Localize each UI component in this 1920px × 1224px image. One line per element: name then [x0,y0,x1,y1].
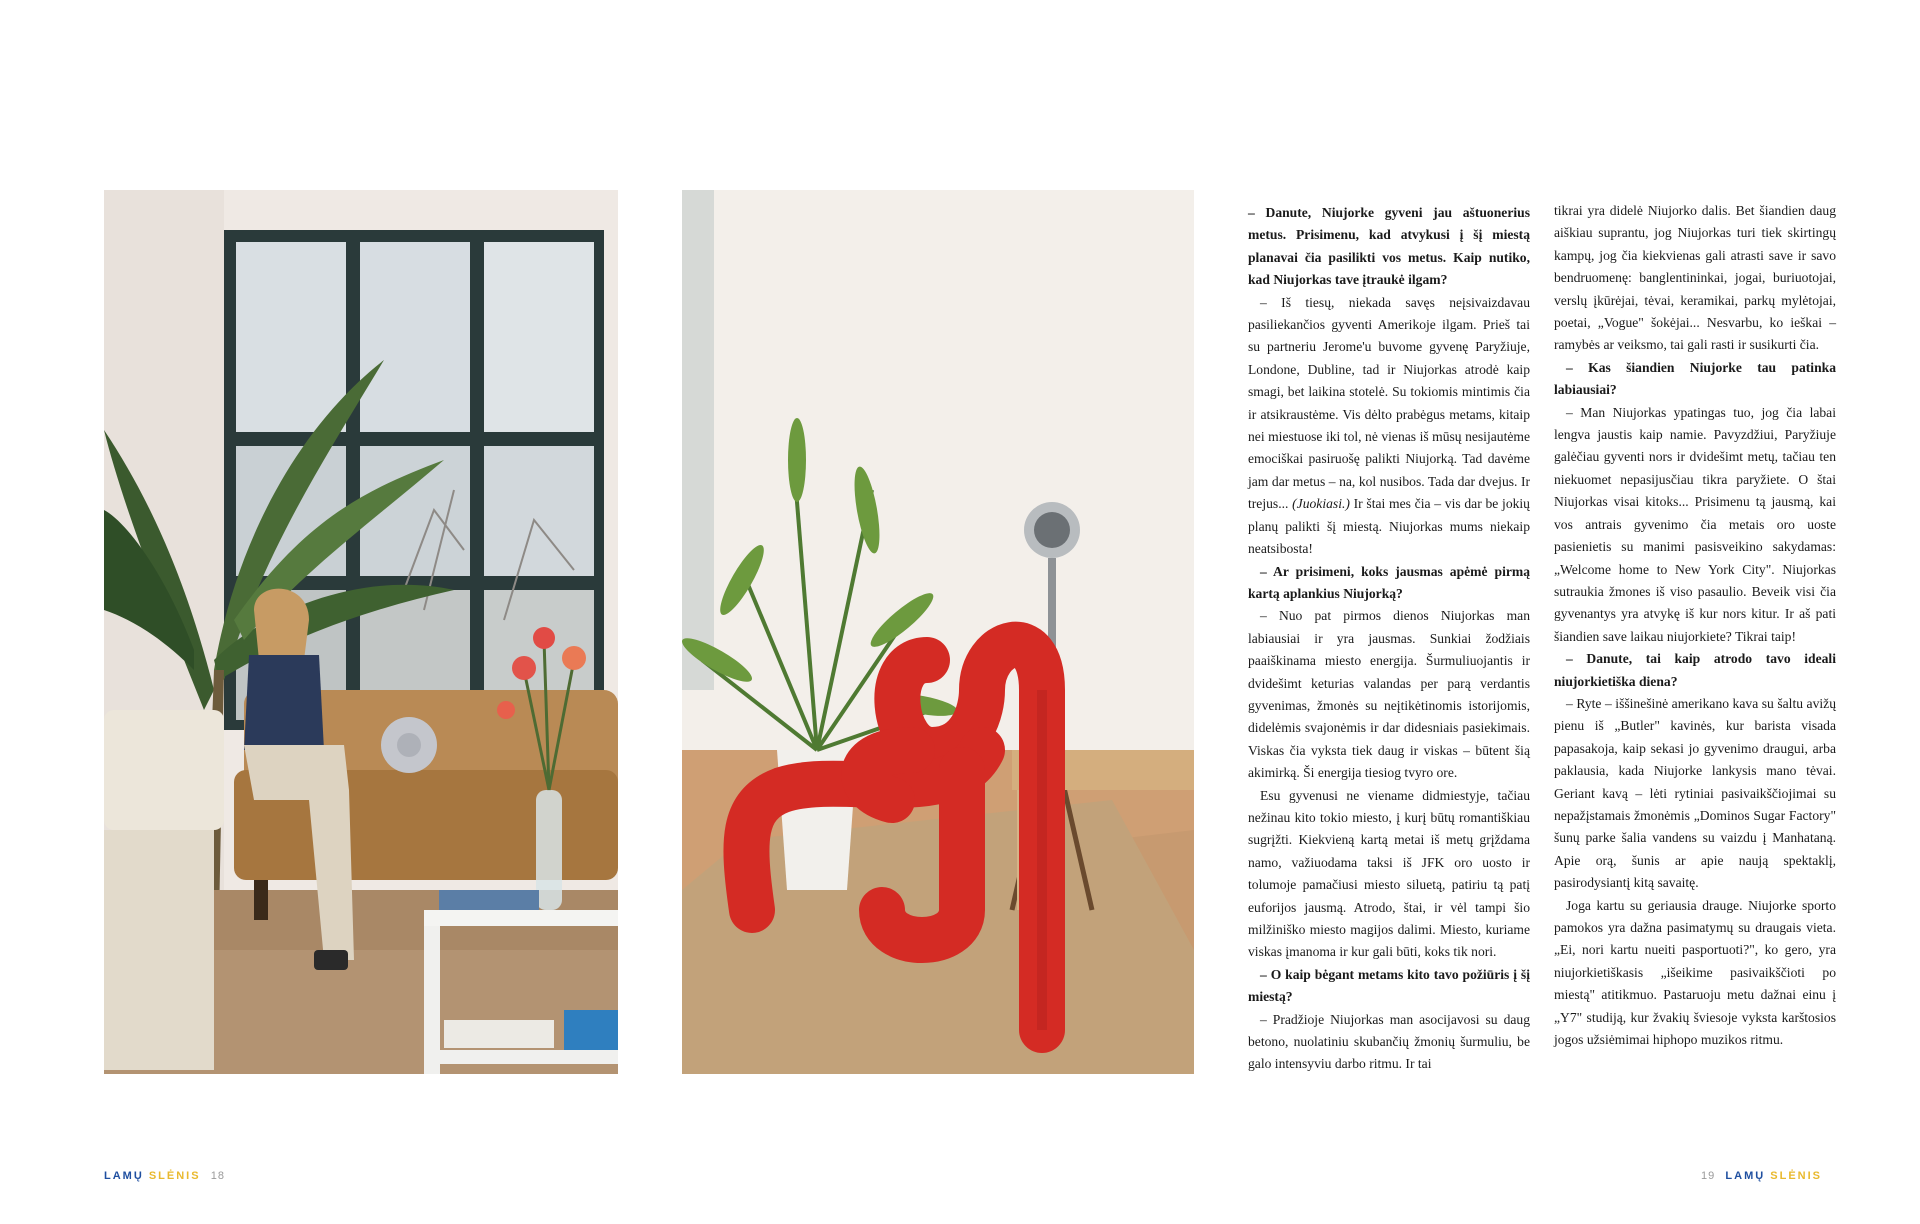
question-4: – Kas šiandien Niujorke tau patinka labiausiai? [1554,359,1836,398]
photo-red-chair [682,190,1194,1074]
answer-1-intro [1248,292,1530,561]
answer-1-laugh: (Juokiasi.) [1292,496,1350,512]
answer-5-cont: Joga kartu su geriausia drauge. Niujorke sporto pamokos yra dažna pasimatymų su draugais vieta. „Ei, nori kartu nueiti pasportuoti?", ko gero, yra niujorkietiškasis „išeikime pasivaikščioti po miestą" atitikmuo. Pastaruoju metu dažnai einu į „Y7" studiją, kur žvakių šviesoje vyksta karštosios jogos užsiėmimai hiphopo muzikos ritmu. [1554,897,1836,1048]
answer-3: – Pradžioje Niujorkas man asocijavosi su daug betono, nuolatiniu skubančių žmonių šurmuliu, be galo intensyviu darbo ritmu. Ir tai [1248,1011,1530,1072]
answer-2-cont: Esu gyvenusi ne viename didmiestyje, tačiau nežinau kito tokio miesto, į kurį būtų romantiškiau sugrįžti. Kiekvieną kartą metai iš metų grįždama namo, važiuodama taksi iš JFK oro uosto ir tolumoje pamačiusi miesto siluetą, patiriu tą patį euforijos jausmą. Atrodo, štai, ir vėl tampi šio milžiniško miesto magijos dalimi. Miesto, kuriame viskas įmanoma ir kur gali būti, koks tik nori. [1248,787,1530,960]
question-3: – O kaip bėgant metams kito tavo požiūris į šį miestą? [1248,966,1530,1005]
question-1: – Danute, Niujorke gyveni jau aštuonerius metus. Prisimenu, kad atvykusi į šį miestą planavai čia pasilikti vos metus. Kaip nutiko, kad Niujorkas tave įtraukė ilgam? [1248,205,1530,288]
answer-1-text-end: Ir štai mes čia – vis dar be jokių planų palikti šį miestą. Niujorkas mums niekaip neatsibosta! [1248,496,1530,557]
answer-2: – Nuo pat pirmos dienos Niujorkas man labiausiai ir yra jausmas. Sunkiai žodžiais paaiškinama miesto energija. Šurmuliuojantis ir dvidešimt keturias valandas per parą verdantis gyvenimas, žmonės su neįtikėtinomis istorijomis, didelėmis svajonėmis ir dar didesniais pasiekimais. Viskas čia vyksta tiek daug ir viskas – būtent šią akimirką. Ši energija tiesiog tvyro ore. [1248,608,1530,781]
answer-3-cont: tikrai yra didelė Niujorko dalis. Bet šiandien daug aiškiau suprantu, jog Niujorkas turi tiek skirtingų kampų, jog čia kiekvienas gali atrasti save ir savo bendruomenę: banglentininkai, jogai, buriuotojai, verslų įkūrėjai, tėvai, keramikai, parkų mylėtojai, poetai, „Vogue" šokėjai... Nesvarbu, ko ieškai – ramybės ar veiksmo, tai gali rasti ir susikurti čia. [1554,203,1836,353]
question-5: – Danute, tai kaip atrodo tavo ideali niujorkietiška diena? [1554,651,1836,689]
question-2: – Ar prisimeni, koks jausmas apėmė pirmą kartą aplankius Niujorką? [1248,563,1530,601]
footer-left [104,1170,225,1182]
answer-4: – Man Niujorkas ypatingas tuo, jog čia labai lengva jaustis kaip namie. Pavyzdžiui, Paryžiuje galėčiau gyventi nors ir dvidešimt metų, tačiau ten niekuomet nepasijusčiau tikra paryžiete. O štai Niujorkas visai kitoks... Prisimenu tą jausmą, kai vos antrais gyvenimo čia metais oro uoste pasienietis su manimi pasisveikino sakydamas: „Welcome home to New York City". Niujorkas sutraukia žmones iš viso pasaulio. Beveik visi čia gyvenantys yra atvykę iš kur nors kitur. Ir aš pati šiandien save laikau niujorkiete? Tikrai taip! [1554,404,1836,644]
brand-slenis-right: SLĖNIS [1770,1170,1822,1182]
brand-lamu: LAMŲ [104,1170,144,1182]
photo-woman-on-sofa [104,190,618,1074]
footer-right [1701,1170,1822,1182]
page-number-left: 18 [210,1170,225,1182]
text-column-1 [1248,202,1530,1076]
answer-1-text: – Iš tiesų, niekada savęs neįsivaizdavau pasiliekančios gyventi Amerikoje ilgam. Prieš tai su partneriu Jerome'u buvome gyvenę Paryžiuje, Londone, Dubline, tad ir Niujorkas atrodė kaip smagi, bet laikina stotelė. Su tokiomis mintimis čia ir atsikraustėme. Vis dėlto prabėgus metams, kitaip nei miestuose iki tol, nė vienas iš mūsų nesijautėme emociškai pasiruošę palikti Niujorką. Tad davėme jam dar metus – na, kol nusibos. Tada dar dvejus. Ir trejus... [1248,294,1530,512]
brand-slenis: SLĖNIS [148,1170,201,1182]
brand-lamu-right: LAMŲ [1725,1170,1766,1182]
text-column-2 [1554,200,1836,1051]
page-number-right: 19 [1701,1170,1716,1182]
answer-5: – Ryte – iššinešinė amerikano kava su šaltu avižų pienu iš „Butler" kavinės, kur barista visada papasakoja, kaip sekasi jo gyvenimo draugui, arba paklausia, kada Niujorke lankysis mano tėvai. Geriant kavą – lėti rytiniai pasivaikščiojimai su nepažįstamais žmonėmis „Dominos Sugar Factory" šunų parke šalia vandens su vaizdu į Manhataną. Apie orą, šunis ar apie naują spektaklį, pasirodysiantį kitą savaitę. [1554,695,1836,891]
